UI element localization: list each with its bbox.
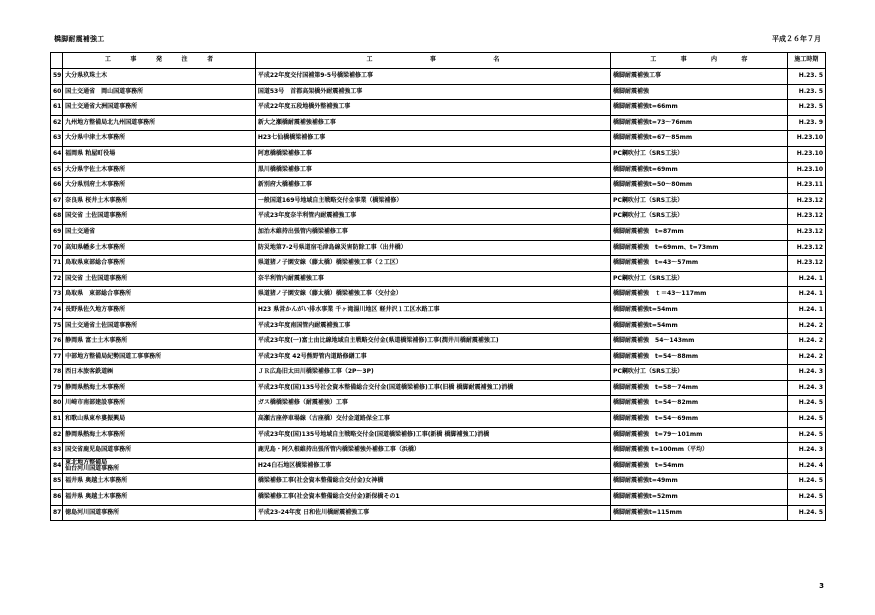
work-name-cell: 平成23年度(国)135号社会資本整備総合交付金(国道橋梁補修)工事(旧橋 橋脚耐震補強工)消橋	[255, 380, 610, 396]
row-number: 68	[51, 209, 63, 225]
period-cell: H.24. 5	[787, 505, 825, 521]
period-cell: H.23.12	[787, 224, 825, 240]
table-row	[51, 271, 826, 287]
table-row	[51, 318, 826, 334]
work-content-cell: 橋脚耐震補強 54～143mm	[611, 334, 788, 350]
client-cell: 静岡県熱海土木事務所	[63, 427, 256, 443]
work-content-cell: 橋脚耐震補強t=73～76mm	[611, 115, 788, 131]
work-content-cell: 橋脚耐震補強t=50～80mm	[611, 178, 788, 194]
header-work-name	[255, 53, 610, 69]
table-row	[51, 115, 826, 131]
row-number: 82	[51, 427, 63, 443]
row-number: 78	[51, 365, 63, 381]
client-cell: 国土交通省大洲国道事務所	[63, 100, 256, 116]
work-name-cell: 平成23年度(一)富士由比線地域自主戦略交付金(県道橋梁補修)工事(潤井川橋耐震補強工)	[255, 334, 610, 350]
client-line: 東北地方整備局	[65, 458, 108, 466]
client-cell: 福井県 奥越土木事務所	[63, 474, 256, 490]
table-row	[51, 365, 826, 381]
row-number: 79	[51, 380, 63, 396]
work-name-cell: 県道猪ノ子園安線（藤太橋）橋梁補強工事（２工区）	[255, 256, 610, 272]
work-name-cell: 平成22年度五段地橋外整補強工事	[255, 100, 610, 116]
client-cell: 九州地方整備局北九州国道事務所	[63, 115, 256, 131]
table-row	[51, 146, 826, 162]
header-char: 事	[130, 56, 137, 64]
work-content-cell: 橋脚耐震補強t=67～85mm	[611, 131, 788, 147]
period-cell: H.23.10	[787, 162, 825, 178]
work-content-cell: PC鋼吹付工（SRS工法）	[611, 271, 788, 287]
period-cell: H.23.12	[787, 240, 825, 256]
table-row	[51, 193, 826, 209]
work-content-cell: 橋脚耐震補強t=49mm	[611, 474, 788, 490]
table-row	[51, 224, 826, 240]
row-number: 81	[51, 412, 63, 428]
client-cell: 福岡県 粕屋町役場	[63, 146, 256, 162]
period-cell: H.24. 2	[787, 318, 825, 334]
client-cell: 奈良県 桜井土木事務所	[63, 193, 256, 209]
work-name-cell: H23七仙橋橋梁補修工事	[255, 131, 610, 147]
period-cell: H.23.12	[787, 209, 825, 225]
table-row	[51, 100, 826, 116]
client-cell: 大分県宇佐土木事務所	[63, 162, 256, 178]
table-row	[51, 427, 826, 443]
header-char: 事	[680, 56, 687, 64]
row-number: 67	[51, 193, 63, 209]
period-cell: H.23.12	[787, 193, 825, 209]
table-row	[51, 349, 826, 365]
client-cell: 長野県佐久地方事務所	[63, 302, 256, 318]
row-number: 83	[51, 443, 63, 459]
header-char: 工	[650, 56, 657, 64]
table-row	[51, 396, 826, 412]
period-cell: H.23. 5	[787, 69, 825, 85]
row-number: 71	[51, 256, 63, 272]
period-cell: H.24. 1	[787, 287, 825, 303]
header-work-content	[611, 53, 788, 69]
client-cell: 国交省 土佐国道事務所	[63, 271, 256, 287]
table-row	[51, 209, 826, 225]
row-number: 87	[51, 505, 63, 521]
header-no	[51, 53, 63, 69]
period-cell: H.23.10	[787, 146, 825, 162]
work-name-cell: 平成23年度奈半利管内耐震補強工事	[255, 209, 610, 225]
period-cell: H.23.10	[787, 131, 825, 147]
work-name-cell: 黒川橋橋梁補修工事	[255, 162, 610, 178]
period-cell: H.24. 2	[787, 349, 825, 365]
table-row	[51, 490, 826, 506]
header-char: 名	[493, 56, 500, 64]
work-content-cell: 橋脚耐震補強 t=58～74mm	[611, 380, 788, 396]
row-number: 80	[51, 396, 63, 412]
client-cell: 福井県 奥越土木事務所	[63, 490, 256, 506]
row-number: 70	[51, 240, 63, 256]
row-number: 60	[51, 84, 63, 100]
table-row	[51, 178, 826, 194]
document-title: 橋脚耐震補強工	[54, 35, 105, 43]
work-name-cell: 新大之瀬橋耐震補強補修工事	[255, 115, 610, 131]
row-number: 86	[51, 490, 63, 506]
client-cell	[63, 458, 256, 474]
table-header-row	[51, 53, 826, 69]
table-row	[51, 458, 826, 474]
client-cell: 静岡県 富士土木事務所	[63, 334, 256, 350]
work-content-cell: 橋脚耐震補強 t=69mm、t=73mm	[611, 240, 788, 256]
period-cell: H.24. 3	[787, 380, 825, 396]
row-number: 64	[51, 146, 63, 162]
work-name-cell: 平成22年度交付国補第9-5号橋梁補修工事	[255, 69, 610, 85]
header-period: 施工時期	[787, 53, 825, 69]
client-line: 仙台河川国道事務所	[65, 465, 120, 473]
table-row	[51, 505, 826, 521]
table-row	[51, 69, 826, 85]
work-content-cell: 橋脚耐震補強工事	[611, 69, 788, 85]
client-cell: 和歌山県東牟婁振興局	[63, 412, 256, 428]
work-content-cell: 橋脚耐震補強t=115mm	[611, 505, 788, 521]
row-number: 61	[51, 100, 63, 116]
period-cell: H.24. 1	[787, 302, 825, 318]
work-name-cell: 平成23年度 42号熊野管内道路修繕工事	[255, 349, 610, 365]
work-content-cell: 橋脚耐震補強t=54mm	[611, 302, 788, 318]
header-char: 者	[207, 56, 214, 64]
table-row	[51, 287, 826, 303]
work-content-cell: 橋脚耐震補強t=52mm	[611, 490, 788, 506]
work-name-cell: H24白石地区橋梁補修工事	[255, 458, 610, 474]
row-number: 77	[51, 349, 63, 365]
period-cell: H.23. 5	[787, 84, 825, 100]
row-number: 59	[51, 69, 63, 85]
table-row	[51, 474, 826, 490]
work-name-cell: 防災地第7-2号県道宿毛津島線災害防除工事（出井橋）	[255, 240, 610, 256]
work-content-cell: 橋脚耐震補強t=69mm	[611, 162, 788, 178]
client-cell: 川崎市南部建設事務所	[63, 396, 256, 412]
work-content-cell: 橋脚耐震補強 t=54～88mm	[611, 349, 788, 365]
header-char: 工	[366, 56, 373, 64]
header-char: 注	[181, 56, 188, 64]
period-cell: H.24. 3	[787, 365, 825, 381]
work-content-cell: 橋脚耐震補強 t=79～101mm	[611, 427, 788, 443]
table-row	[51, 334, 826, 350]
client-cell: 西日本旅客鉄道㈱	[63, 365, 256, 381]
work-name-cell: 国道53号 首都高架橋外耐震補強工事	[255, 84, 610, 100]
table-row	[51, 256, 826, 272]
document-date: 平成２６年７月	[772, 35, 821, 43]
construction-works-table	[50, 52, 826, 521]
work-content-cell: PC鋼吹付工（SRS工法）	[611, 193, 788, 209]
row-number: 63	[51, 131, 63, 147]
row-number: 74	[51, 302, 63, 318]
work-content-cell: 橋脚耐震補強 t=87mm	[611, 224, 788, 240]
work-content-cell: 橋脚耐震補強 t=54～82mm	[611, 396, 788, 412]
period-cell: H.23. 5	[787, 100, 825, 116]
client-cell: 大分県玖珠土木	[63, 69, 256, 85]
work-content-cell: 橋脚耐震補強 t=43～57mm	[611, 256, 788, 272]
work-name-cell: 橋梁補修工事(社会資本整備総合交付金)女神橋	[255, 474, 610, 490]
row-number: 76	[51, 334, 63, 350]
table-row	[51, 240, 826, 256]
table-row	[51, 302, 826, 318]
work-name-cell: ガス橋橋梁補修（耐震補強）工事	[255, 396, 610, 412]
period-cell: H.24. 5	[787, 490, 825, 506]
header-char: 内	[711, 56, 718, 64]
row-number: 69	[51, 224, 63, 240]
period-cell: H.23. 9	[787, 115, 825, 131]
work-name-cell: ＪＲ広島旧太田川橋梁補修工事（2P～3P)	[255, 365, 610, 381]
header-char: 容	[741, 56, 748, 64]
table-row	[51, 84, 826, 100]
row-number: 73	[51, 287, 63, 303]
row-number: 65	[51, 162, 63, 178]
row-number: 75	[51, 318, 63, 334]
period-cell: H.24. 4	[787, 458, 825, 474]
row-number: 85	[51, 474, 63, 490]
period-cell: H.24. 1	[787, 271, 825, 287]
work-name-cell: 橋梁補修工事(社会資本整備総合交付金)新保橋その1	[255, 490, 610, 506]
work-content-cell: PC鋼吹付工（SRS工法）	[611, 146, 788, 162]
work-content-cell: PC鋼吹付工（SRS工法）	[611, 365, 788, 381]
client-cell: 静岡県熱海土木事務所	[63, 380, 256, 396]
table-row	[51, 131, 826, 147]
period-cell: H.24. 5	[787, 396, 825, 412]
row-number: 66	[51, 178, 63, 194]
work-name-cell: 平成23年度(国)135号地域自主戦略交付金(国道橋梁補修)工事(新橋 橋脚補強工)消橋	[255, 427, 610, 443]
period-cell: H.23.11	[787, 178, 825, 194]
work-content-cell: 橋脚耐震補強	[611, 84, 788, 100]
row-number: 84	[51, 458, 63, 474]
row-number: 62	[51, 115, 63, 131]
row-number: 72	[51, 271, 63, 287]
client-cell: 高知県幡多土木事務所	[63, 240, 256, 256]
work-name-cell: 加治木維持出張管内橋梁補修工事	[255, 224, 610, 240]
work-name-cell: H23 県営かんがい排水事業 千ヶ滝湯川地区 軽井沢１工区水路工事	[255, 302, 610, 318]
work-name-cell: 阿恵橋橋梁補修工事	[255, 146, 610, 162]
work-content-cell: 橋脚耐震補強 t=54mm	[611, 458, 788, 474]
work-name-cell: 高瀬古座停車場線（古座橋）交付金道路保全工事	[255, 412, 610, 428]
client-cell: 大分県中津土木事務所	[63, 131, 256, 147]
client-cell: 国土交通省 岡山国道事務所	[63, 84, 256, 100]
client-cell: 中部地方整備局紀勢国道工事事務所	[63, 349, 256, 365]
client-cell: 鳥取県東部総合事務所	[63, 256, 256, 272]
table-row	[51, 443, 826, 459]
period-cell: H.24. 2	[787, 334, 825, 350]
work-name-cell: 奈半利管内耐震補強工事	[255, 271, 610, 287]
client-cell: 国土交通省	[63, 224, 256, 240]
client-cell: 徳島河川国道事務所	[63, 505, 256, 521]
work-content-cell: 橋脚耐震補強 t=54～69mm	[611, 412, 788, 428]
header-char: 発	[155, 56, 162, 64]
work-name-cell: 平成23年度南国管内耐震補強工事	[255, 318, 610, 334]
work-name-cell: 新別府大橋補修工事	[255, 178, 610, 194]
work-content-cell: 橋脚耐震補強t=54mm	[611, 318, 788, 334]
period-cell: H.23.12	[787, 256, 825, 272]
table-row	[51, 380, 826, 396]
header-char: 事	[429, 56, 436, 64]
header-client	[63, 53, 256, 69]
table-row	[51, 162, 826, 178]
table-row	[51, 412, 826, 428]
client-cell: 鳥取県 東部総合事務所	[63, 287, 256, 303]
work-content-cell: 橋脚耐震補強 ｔ＝43～117mm	[611, 287, 788, 303]
period-cell: H.24. 5	[787, 474, 825, 490]
client-cell: 国土交通省土佐国道事務所	[63, 318, 256, 334]
work-name-cell: 一般国道169号地域自主戦略交付金事業（橋梁補修）	[255, 193, 610, 209]
work-name-cell: 平成23-24年度 日和佐川橋耐震補強工事	[255, 505, 610, 521]
period-cell: H.24. 5	[787, 412, 825, 428]
work-name-cell: 県道猪ノ子園安線（藤太橋）橋梁補強工事（交付金）	[255, 287, 610, 303]
work-name-cell: 鹿児島・阿久根維持出張所管内橋梁補強外補修工事（浜橋）	[255, 443, 610, 459]
work-content-cell: 橋脚耐震補強t=66mm	[611, 100, 788, 116]
work-content-cell: 橋脚耐震補強 t=100mm（平均）	[611, 443, 788, 459]
header-char: 工	[104, 56, 111, 64]
period-cell: H.24. 3	[787, 443, 825, 459]
period-cell: H.24. 5	[787, 427, 825, 443]
page-number: 3	[819, 582, 824, 590]
client-cell: 国交省鹿児島国道事務所	[63, 443, 256, 459]
client-cell: 大分県別府土木事務所	[63, 178, 256, 194]
client-cell: 国交省 土佐国道事務所	[63, 209, 256, 225]
work-content-cell: PC鋼吹付工（SRS工法）	[611, 209, 788, 225]
